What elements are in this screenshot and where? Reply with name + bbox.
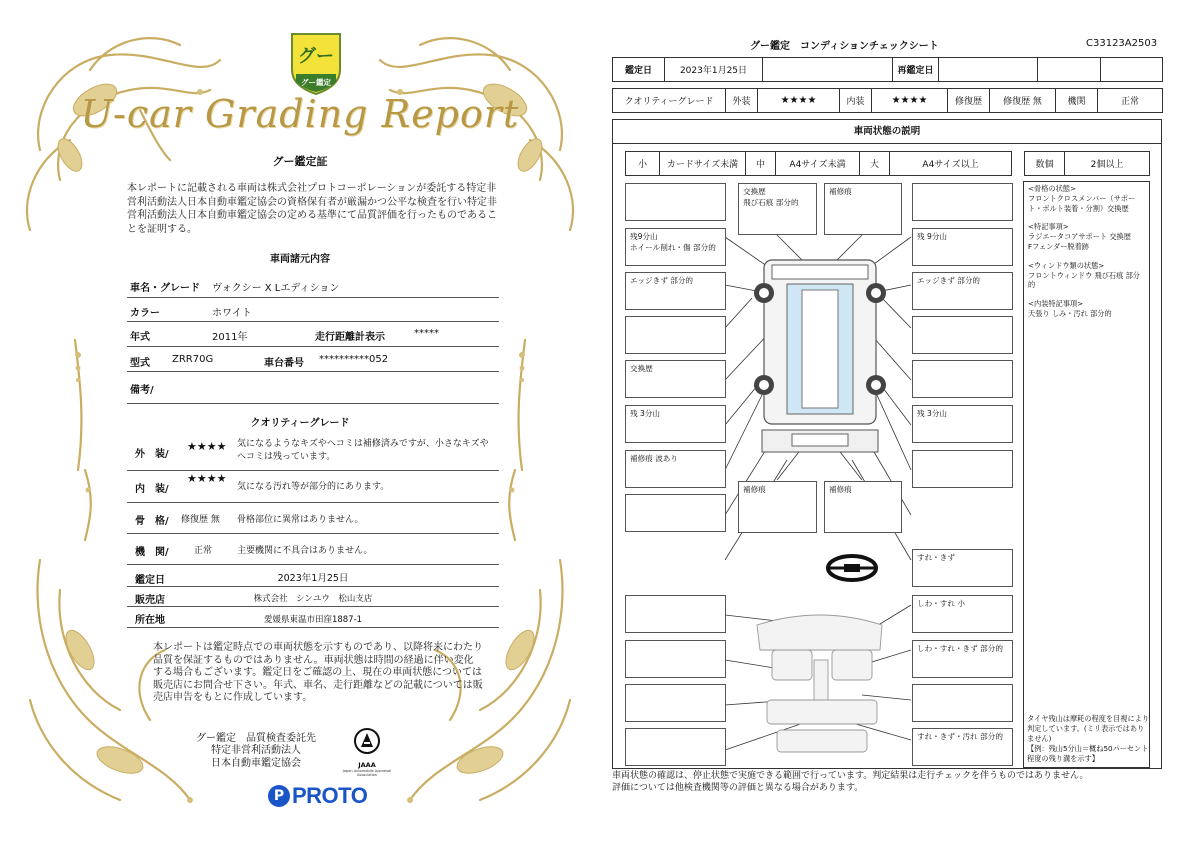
tire-tread-note: タイヤ残山は摩耗の程度を目視により判定しています。(ミリ表示ではありません) 【例：残山5分山＝概ね50パーセント程度の残り溝を示す】	[1027, 714, 1150, 763]
condition-info-column	[1023, 181, 1150, 768]
reappraisal-label-cell: 再鑑定日	[893, 58, 939, 82]
spec-row-color	[127, 298, 499, 322]
dealer-value: 株式会社 シンユウ 松山支店	[253, 594, 373, 604]
exterior-label: 外 装/	[135, 449, 169, 460]
odometer-label: 走行距離計表示	[315, 332, 385, 343]
sheet-id: C33123A2503	[1086, 38, 1158, 49]
reappraisal-blank-cell-2	[1101, 58, 1163, 82]
exterior-comment: 気になるようなキズやヘコミは補修済みですが、小さなキズやヘコミは残っています。	[237, 439, 489, 462]
note-left-4	[625, 316, 726, 354]
count-value: 2個以上	[1065, 152, 1150, 176]
reappraisal-value-cell	[939, 58, 1038, 82]
grade-row-frame	[127, 503, 499, 534]
proto-mark-icon: P	[268, 785, 290, 807]
consignee-line-2: 特定非営利活動法人	[211, 745, 301, 757]
count-legend	[1024, 151, 1150, 176]
spec-row-car-name	[127, 272, 499, 298]
certificate-description: 本レポートに記載される車両は株式会社プロトコーポレーションが委託する特定非営利活動法人日本自動車鑑定協会の資格保有者が厳漏かつ公平な検査を行い特定非営利活動法人日本自動車鑑定協会の定める基準にて品質評価を行ったものであることを証明する。	[127, 183, 497, 235]
appraisal-date-label: 鑑定日	[135, 575, 165, 586]
consignee-line-1: グー鑑定 品質検査委託先	[196, 733, 316, 744]
disclaimer-note: 本レポートは鑑定時点での車両状態を示すものであり、以降将来にわたり品質を保証するものではありません。車両状態は時間の経過に伴い変化する場合もございます。鑑定日をご確認の上、現在の車両状態については販売店にお問合せ下さい。年式、車名、走行距離などの記載については販売店申告をもとに作成しています。	[153, 642, 483, 704]
note-interior-right-2: しわ・すれ・きず 部分的	[912, 640, 1013, 678]
interior-notes-body: 天張り しみ・汚れ 部分的	[1028, 308, 1112, 318]
goo-appraisal-badge-icon	[286, 30, 346, 96]
car-interior-view-icon	[757, 615, 882, 752]
interior-notes	[1028, 299, 1145, 319]
car-name-label: 車名・グレード	[130, 283, 200, 294]
note-interior-right-3	[912, 684, 1013, 722]
year-label: 年式	[130, 332, 150, 343]
date-blank-cell	[763, 58, 893, 82]
condition-panel-title: 車両状態の説明	[613, 120, 1161, 144]
year-value: 2011年	[212, 332, 248, 343]
note-left-6: 残 3分山	[625, 405, 726, 443]
spec-row-year	[127, 322, 499, 347]
frame-condition-head: <骨格の状態>	[1028, 184, 1076, 193]
jaaa-emblem-icon	[353, 727, 381, 757]
note-right-4	[912, 316, 1013, 354]
jaaa-text: JAAA	[358, 761, 376, 769]
chassis-value: **********052	[319, 354, 389, 365]
qg-exterior-label: 外装	[726, 89, 758, 113]
qg-repair-label: 修復歴	[948, 89, 990, 113]
car-name-value: ヴォクシー X Lエディション	[212, 283, 340, 294]
qg-interior-stars: ★★★★	[872, 89, 948, 113]
steering-wheel-icon	[828, 556, 876, 580]
note-left-5: 交換歴	[625, 360, 726, 398]
note-left-1	[625, 183, 726, 221]
damage-size-legend	[625, 151, 1012, 176]
size-small: 小	[626, 152, 660, 176]
interior-label: 内 装/	[135, 484, 169, 495]
note-interior-left-2	[625, 640, 726, 678]
spec-row-model	[127, 347, 499, 372]
date-label-cell: 鑑定日	[613, 58, 665, 82]
note-interior-right-4: すれ・きず・汚れ 部分的	[912, 728, 1013, 766]
qg-engine-label: 機関	[1056, 89, 1098, 113]
consignee-block	[181, 733, 331, 770]
note-right-1	[912, 183, 1013, 221]
spec-row-remarks	[127, 372, 499, 404]
proto-logo	[268, 782, 367, 810]
color-label: カラー	[130, 308, 160, 319]
car-top-view-icon	[754, 260, 886, 452]
special-notes	[1028, 222, 1145, 251]
frame-condition	[1028, 184, 1145, 213]
jaaa-subtext: Japan Automobile Appraisal Association	[342, 769, 392, 777]
grade-row-engine	[127, 534, 499, 565]
sheet-bottom-note: 車両状態の確認は、停止状態で実施できる範囲で行っています。判定結果は走行チェックを伴うものではありません。 評価については他検査機関等の評価と異なる場合があります。	[612, 771, 1089, 793]
interior-stars: ★★★★	[187, 472, 227, 485]
address-label: 所在地	[135, 615, 165, 626]
model-value: ZRR70G	[172, 354, 214, 365]
special-notes-body: ラジエータコアサポート 交換歴 Fフェンダー脱着跡	[1028, 232, 1131, 251]
address-value: 愛媛県東温市田窪1887-1	[263, 615, 363, 625]
grade-row-interior	[127, 471, 499, 503]
qg-engine-value: 正常	[1098, 89, 1163, 113]
quality-grade-table	[612, 88, 1163, 113]
jaaa-logo	[340, 727, 394, 779]
qg-interior-label: 内装	[840, 89, 872, 113]
engine-value: 正常	[194, 546, 213, 556]
qg-label-cell: クオリティーグレード	[613, 89, 726, 113]
note-left-8	[625, 494, 726, 532]
quality-grade-title: クオリティーグレード	[250, 418, 350, 429]
qg-repair-value: 修復歴 無	[990, 89, 1056, 113]
condition-sheet-title: グー鑑定 コンディションチェックシート	[750, 41, 939, 52]
engine-comment: 主要機関に不具合はありません。	[237, 546, 373, 556]
note-right-7	[912, 450, 1013, 488]
window-condition-body: フロントウィンドウ 飛び石痕 部分的	[1028, 270, 1140, 290]
note-bottom-1: 補修痕	[738, 481, 817, 533]
grade-row-exterior	[127, 433, 499, 471]
dealer-label: 販売店	[135, 595, 165, 606]
window-condition-head: <ウィンドウ類の状態>	[1028, 260, 1105, 270]
note-interior-left-1	[625, 595, 726, 633]
remarks-label: 備考/	[130, 385, 154, 396]
odometer-value: *****	[414, 328, 439, 339]
note-left-3: エッジきず 部分的	[625, 272, 726, 310]
color-value: ホワイト	[212, 308, 252, 319]
note-steering: すれ・きず	[912, 549, 1013, 587]
count-label: 数個	[1025, 152, 1065, 176]
note-top-1: 交換歴 飛び石痕 部分的	[738, 183, 817, 235]
exterior-stars: ★★★★	[187, 440, 227, 453]
note-interior-left-3	[625, 684, 726, 722]
size-small-desc: カードサイズ未満	[660, 152, 746, 176]
vehicle-spec-title: 車両諸元内容	[270, 254, 330, 265]
certificate-title: グー鑑定証	[272, 155, 328, 168]
frame-label: 骨 格/	[135, 516, 169, 527]
info-row-date	[127, 565, 499, 587]
engine-label: 機 関/	[135, 547, 169, 558]
interior-notes-head: <内装特記事項>	[1028, 299, 1084, 309]
note-bottom-2: 補修痕	[824, 481, 902, 533]
window-condition	[1028, 261, 1145, 290]
appraisal-date-value: 2023年1月25日	[277, 573, 349, 584]
special-notes-head: <特記事項>	[1028, 222, 1069, 232]
note-interior-right-1: しわ・すれ 小	[912, 595, 1013, 633]
note-interior-left-4	[625, 728, 726, 766]
svg-text:グー鑑定: グー鑑定	[301, 78, 331, 87]
qg-exterior-stars: ★★★★	[758, 89, 840, 113]
size-mid-desc: A4サイズ未満	[776, 152, 860, 176]
note-right-5	[912, 360, 1013, 398]
note-right-3: エッジきず 部分的	[912, 272, 1013, 310]
consignee-line-3: 日本自動車鑑定協会	[211, 757, 301, 769]
svg-text:グー: グー	[298, 46, 334, 67]
proto-text: PROTO	[292, 783, 368, 808]
date-value-cell: 2023年1月25日	[665, 58, 763, 82]
frame-value: 修復歴 無	[181, 515, 220, 525]
size-large: 大	[860, 152, 890, 176]
report-script-title: U-car Grading Report	[80, 92, 520, 136]
size-large-desc: A4サイズ以上	[890, 152, 1012, 176]
note-top-2: 補修痕	[824, 183, 902, 235]
info-row-address	[127, 607, 499, 628]
frame-comment: 骨格部位に異常はありません。	[237, 515, 364, 525]
note-right-2: 残 9分山	[912, 228, 1013, 266]
model-label: 型式	[130, 358, 150, 369]
note-right-6: 残 3分山	[912, 405, 1013, 443]
interior-comment: 気になる汚れ等が部分的にあります。	[237, 482, 390, 492]
note-left-7: 補修痕 波あり	[625, 450, 726, 488]
appraisal-date-table	[612, 57, 1163, 82]
reappraisal-blank-cell-1	[1038, 58, 1101, 82]
note-left-2: 残9分山 ホイール削れ・傷 部分的	[625, 228, 726, 266]
info-row-dealer	[127, 587, 499, 607]
size-mid: 中	[746, 152, 776, 176]
chassis-label: 車台番号	[264, 358, 304, 369]
frame-condition-body: フロントクロスメンバー（サポート・ボルト装着・分割）交換歴	[1028, 193, 1136, 213]
